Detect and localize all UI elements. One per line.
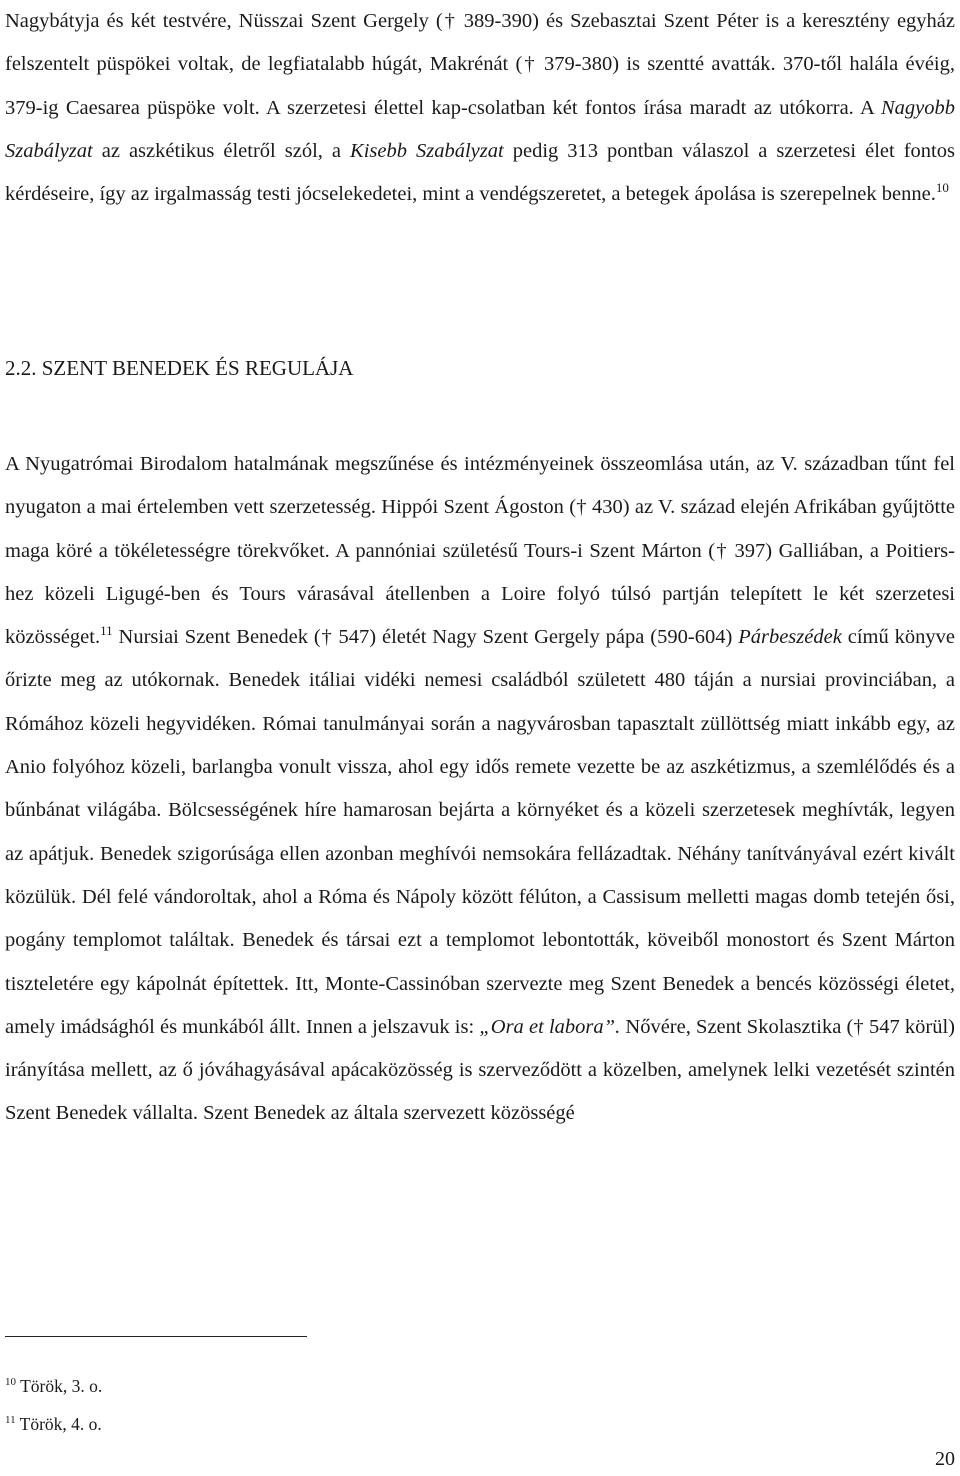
footnote-11 xyxy=(5,1405,905,1443)
italic-motto-ora-et-labora: „Ora et labora”. xyxy=(479,1015,621,1038)
section-heading: 2.2. SZENT BENEDEK ÉS REGULÁJA xyxy=(5,356,354,380)
footnote-ref-11[interactable]: 11 xyxy=(100,623,113,639)
text-run: A Nyugatrómai Birodalom hatalmának megszűnése és intézményeinek összeomlása után, az V. században tűnt fel nyugaton a mai értelemben vett szerzetesség. Hippói Szent Ágoston († 430) az V. század elején Afrikában gyűjtötte maga köré a tökéletességre törekvőket. A pannóniai születésű Tours-i Szent Márton († 397) Galliában, a Poitiers-hez közeli Ligugé-ben és Tours várasával átellenben a Loire folyó túlsó partján telepített le két szerzetesi közösséget. xyxy=(5,453,955,649)
text-run: Nővére, Szent Skolasztika († 547 körül) irányítása mellett, az ő jóváhagyásával apácaközösség is szerveződött a közelben, amelynek lelki vezetését szintén Szent Benedek vállalta. Szent Benedek az általa szervezett közösségé xyxy=(5,1015,956,1125)
footnote-number: 11 xyxy=(5,1414,16,1427)
footnote-number: 10 xyxy=(5,1376,16,1389)
italic-title-nagyobb-szabalyzat: Nagyobb Szabályzat xyxy=(5,96,955,162)
footnote-10 xyxy=(5,1367,905,1405)
footnote-text: Török, 4. o. xyxy=(19,1414,102,1434)
text-run: Nagybátyja és két testvére, Nüsszai Szent Gergely († 389-390) és Szebasztai Szent Péter is a keresztény egyház felszentelt püspökei voltak, de legfiatalabb húgát, Makrénát († 379-380) is szentté avatták. 370-től halála évéig, 379-ig Caesarea püspöke volt. A szerzetesi élettel kap-csolatban két fontos írása maradt az utókorra. A xyxy=(5,10,955,119)
footnote-ref-10[interactable]: 10 xyxy=(935,180,949,196)
footnote-text: Török, 3. o. xyxy=(20,1376,103,1396)
italic-title-parbeszedek: Párbeszédek xyxy=(738,626,842,649)
footnote-separator xyxy=(5,1336,307,1337)
text-run: pedig 313 pontban válaszol a szerzetesi élet fontos kérdéseire, így az irgalmasság testi jócselekedetei, mint a vendégszeretet, a betegek ápolása is szerepelnek benne. xyxy=(5,139,955,206)
italic-title-kisebb-szabalyzat: Kisebb Szabályzat xyxy=(350,139,504,162)
body-paragraph-2 xyxy=(5,443,955,1136)
text-run: című könyve őrizte meg az utókornak. Benedek itáliai vidéki nemesi családból született 480 táján a nursiai provinciában, a Rómához közeli hegyvidéken. Római tanulmányai során a nagyvárosban tapasztalt züllöttség miatt inkább egy, az Anio folyóhoz közeli, barlangba vonult vissza, ahol egy idős remete vezette be az aszkétizmus, a szemlélődés és a bűnbánat világába. Bölcsességének híre hamarosan bejárta a környéket és a közeli szerzetesek meghívták, legyen az apátjuk. Benedek szigorúsága ellen azonban meghívói nemsokára fellázadtak. Néhány tanítványával ezért kivált közülük. Dél felé vándoroltak, ahol a Róma és Nápoly között félúton, a Cassisum melletti magas domb tetején ősi, pogány templomot találtak. Benedek és társai ezt a templomot lebontották, köveiből monostort és Szent Márton tiszteletére egy kápolnát építettek. Itt, Monte-Cassinóban szervezte meg Szent Benedek a bencés közösségi életet, amely imádsághól és munkából állt. Innen a jelszavuk is: xyxy=(5,626,955,1038)
body-paragraph-1 xyxy=(5,0,955,216)
footnotes xyxy=(5,1367,905,1443)
page-number: 20 xyxy=(935,1448,955,1470)
text-run: az aszkétikus életről szól, a xyxy=(92,139,351,162)
text-run: Nursiai Szent Benedek († 547) életét Nagy Szent Gergely pápa (590-604) xyxy=(112,626,739,649)
